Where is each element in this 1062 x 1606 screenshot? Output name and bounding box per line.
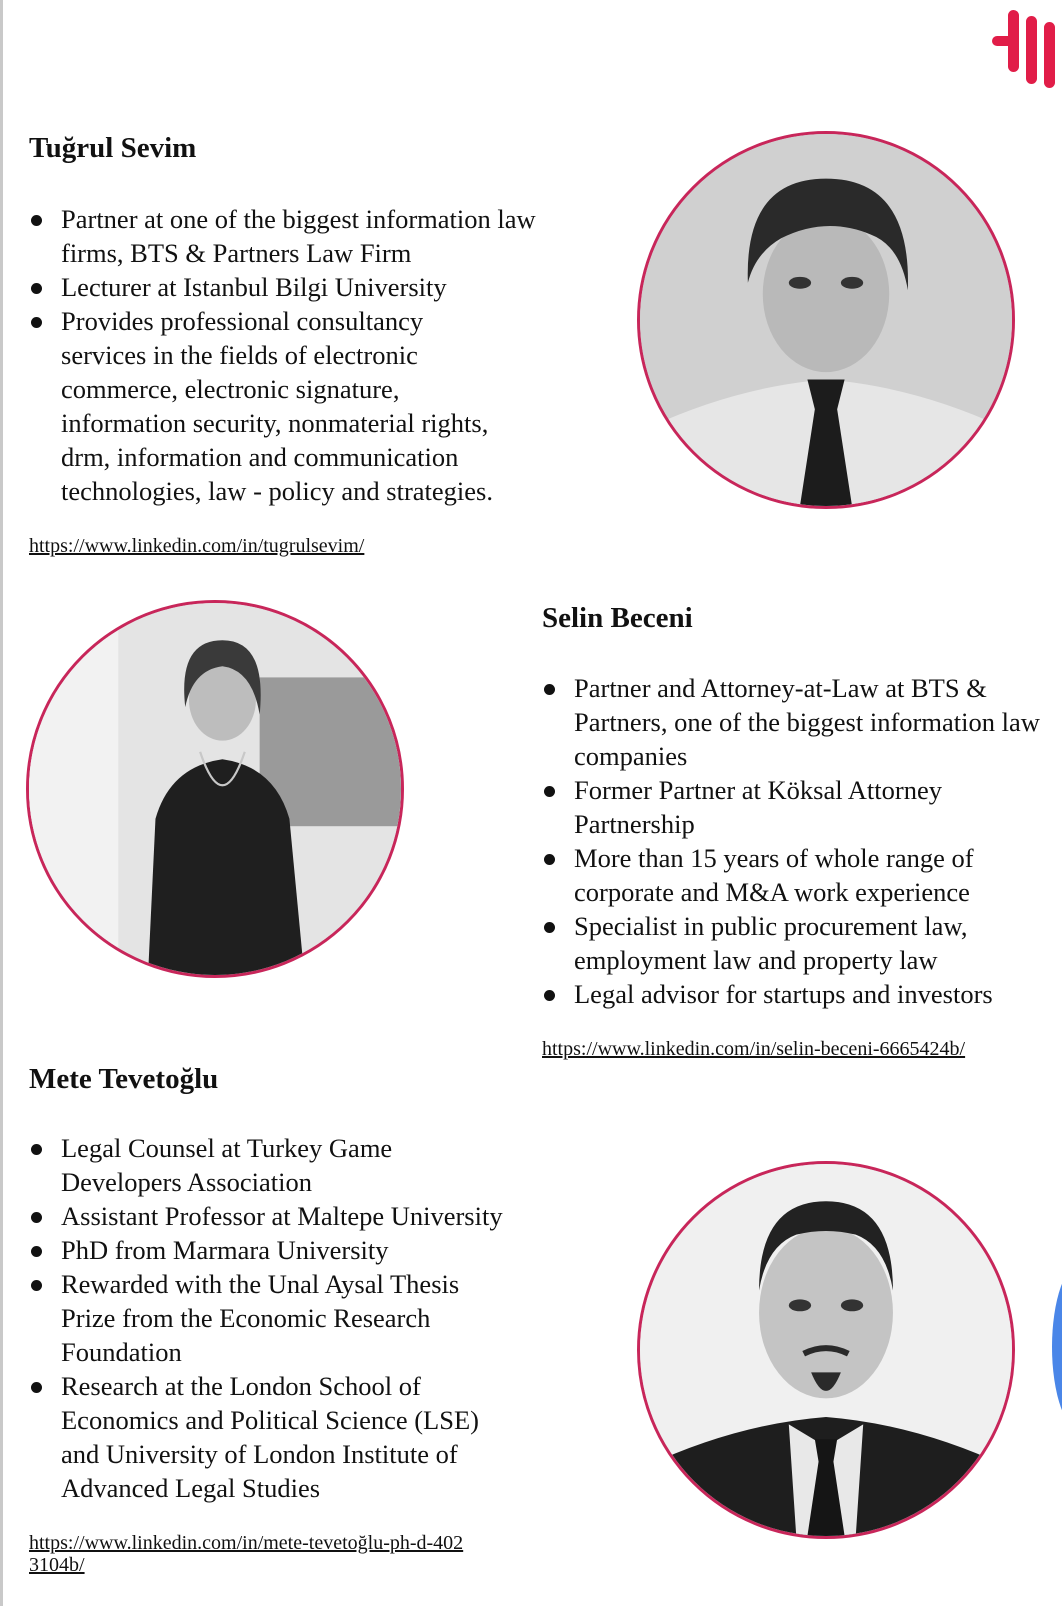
list-item: Assistant Professor at Maltepe University bbox=[27, 1199, 547, 1233]
list-item: Legal advisor for startups and investors bbox=[540, 977, 1045, 1011]
list-item: Partner at one of the biggest information law firms, BTS & Partners Law Firm bbox=[27, 202, 547, 270]
profile-name: Selin Beceni bbox=[542, 602, 693, 634]
list-item: Legal Counsel at Turkey Game Developers Association bbox=[27, 1131, 547, 1199]
profile-name: Tuğrul Sevim bbox=[29, 132, 197, 164]
list-item: Provides professional consultancy services in the fields of electronic commerce, electronic signature, information security, nonmaterial rights, drm, information and communication technologies, law - policy and strategies. bbox=[27, 304, 547, 508]
linkedin-link[interactable]: https://www.linkedin.com/in/selin-beceni-6665424b/ bbox=[542, 1038, 966, 1060]
profile-bullet-list bbox=[27, 1131, 547, 1505]
profile-photo bbox=[26, 600, 404, 978]
linkedin-link[interactable]: https://www.linkedin.com/in/mete-tevetoğlu-ph-d-4023104b/ bbox=[29, 1532, 464, 1576]
page-left-edge bbox=[0, 0, 3, 1606]
profile-bullet-list bbox=[27, 202, 547, 508]
profile-bullet-list bbox=[540, 671, 1045, 1011]
profile-photo bbox=[637, 1161, 1015, 1539]
list-item: Lecturer at Istanbul Bilgi University bbox=[27, 270, 547, 304]
linkedin-link[interactable]: https://www.linkedin.com/in/tugrulsevim/ bbox=[29, 535, 365, 557]
list-item: Partner and Attorney-at-Law at BTS & Partners, one of the biggest information law companies bbox=[540, 671, 1045, 773]
list-item: Specialist in public procurement law, employment law and property law bbox=[540, 909, 1045, 977]
list-item: Research at the London School of Economics and Political Science (LSE) and University of London Institute of Advanced Legal Studies bbox=[27, 1369, 547, 1505]
list-item: Rewarded with the Unal Aysal Thesis Prize from the Economic Research Foundation bbox=[27, 1267, 547, 1369]
profile-name: Mete Tevetoğlu bbox=[29, 1063, 219, 1095]
list-item: PhD from Marmara University bbox=[27, 1233, 547, 1267]
list-item: Former Partner at Köksal Attorney Partnership bbox=[540, 773, 1045, 841]
red-bars-logo-icon bbox=[992, 6, 1062, 88]
profile-photo bbox=[637, 131, 1015, 509]
list-item: More than 15 years of whole range of corporate and M&A work experience bbox=[540, 841, 1045, 909]
edge-decoration bbox=[1052, 1262, 1062, 1432]
